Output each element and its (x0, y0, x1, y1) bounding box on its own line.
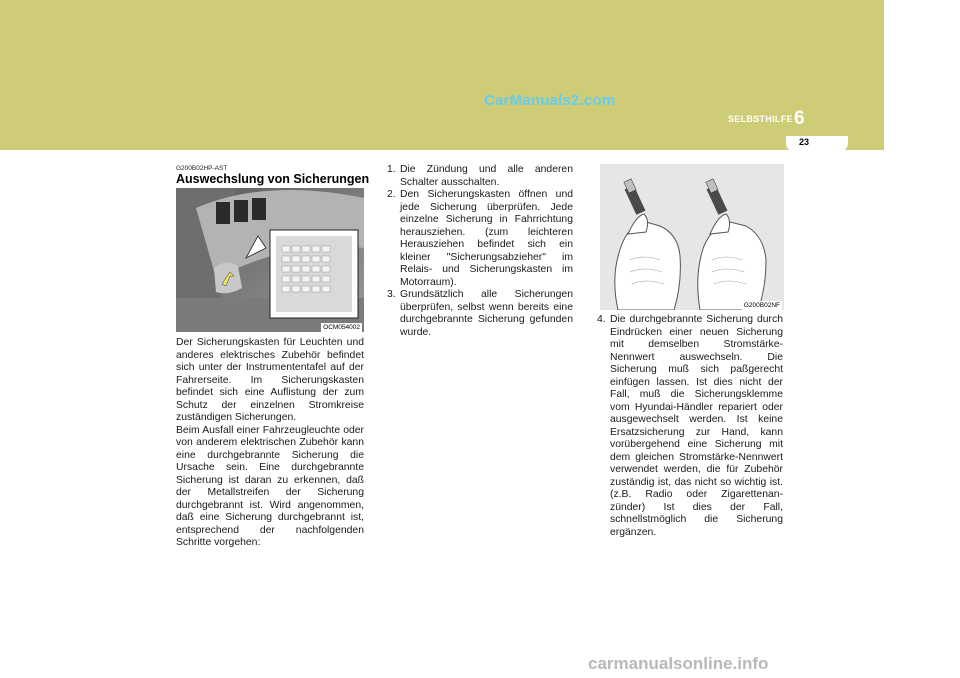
fuse-replacement-illustration (600, 164, 784, 310)
step-number: 1. (387, 164, 396, 175)
list-item (597, 314, 783, 539)
step-number: 3. (387, 289, 396, 300)
list-item (387, 289, 573, 339)
header-band (0, 0, 884, 150)
chapter-number: 6 (794, 108, 805, 129)
step-text: Den Sicherungskasten öffnen und jede Sicherung überprüfen. Jede einzelne Sicherung in Fahrrichtung herausziehen. (zum leichteren Herausziehen befindet sich ein kleiner "Sicherungsabzieher" im Relais- und Sicherungskasten im Motorraum). (400, 189, 573, 288)
step-number: 2. (387, 189, 396, 200)
intro-text (176, 337, 364, 550)
footer-watermark-link[interactable]: carmanualsonline.info (588, 654, 769, 673)
step-text: Die durchgebrannte Sicherung durch Eindrücken einer neuen Sicherung mit demselben Stromstärke-Nennwert auswechseln. Die Sicherung muß sich paßgerecht einfügen lassen. Ist dies nicht der Fall, muß die Sicherungsklemme vom Hyundai-Händler repariert oder ausgewechselt werden. Ist keine Ersatzsicherung zur Hand, kann vorübergehend eine Sicherung mit dem gleichen Stromstärke-Nennwert verwendet werden, die für Zubehör zuständig ist, das nicht so wichtig ist.(z.B. Radio oder Zigarettenan-zünder) Ist dies der Fall, schnellstmöglich die Sicherung ergänzen. (610, 314, 783, 538)
page-number: 23 (798, 137, 809, 147)
section-title: SELBSTHILFE (728, 114, 793, 124)
list-item (387, 189, 573, 289)
steps-column-middle (387, 164, 573, 339)
paragraph: Der Sicherungskasten für Leuchten und anderes elektrisches Zubehör befindet sich unter der Instrumententafel auf der Fahrerseite. Im Sicherungskasten befindet sich eine Auflistung der zum Schutz der einzelnen Stromkreise zuständigen Sicherungen. (176, 337, 364, 423)
page-number-tab (786, 136, 848, 152)
section-code: G200B02HP-AST (176, 165, 228, 172)
paragraph: Beim Ausfall einer Fahrzeugleuchte oder von anderem elektrischen Zubehör kann eine durchgebrannte Sicherung die Ursache sein. Eine durchgebrannte Sicherung ist daran zu erkennen, daß der Metallstreifen der Sicherung durchgebrannt ist. Wird angenommen, daß eine Sicherung durchgebrannt ist, entsprechend der nachfolgenden Schritte vorgehen: (176, 424, 364, 548)
fuse-box-photo (176, 188, 364, 332)
figure-label: OCM054002 (323, 324, 360, 331)
figure-label: G200B02NF (743, 302, 780, 309)
step-number: 4. (597, 314, 606, 325)
step-text: Grundsätzlich alle Sicherungen überprüfen, selbst wenn bereits eine durchgebrannte Sicherung gefunden wurde. (400, 289, 573, 338)
steps-column-right (597, 314, 783, 539)
list-item (387, 164, 573, 189)
step-text: Die Zündung und alle anderen Schalter ausschalten. (400, 164, 573, 188)
page-title: Auswechslung von Sicherungen (176, 172, 370, 186)
header-watermark-link[interactable]: CarManuals2.com (484, 92, 616, 109)
